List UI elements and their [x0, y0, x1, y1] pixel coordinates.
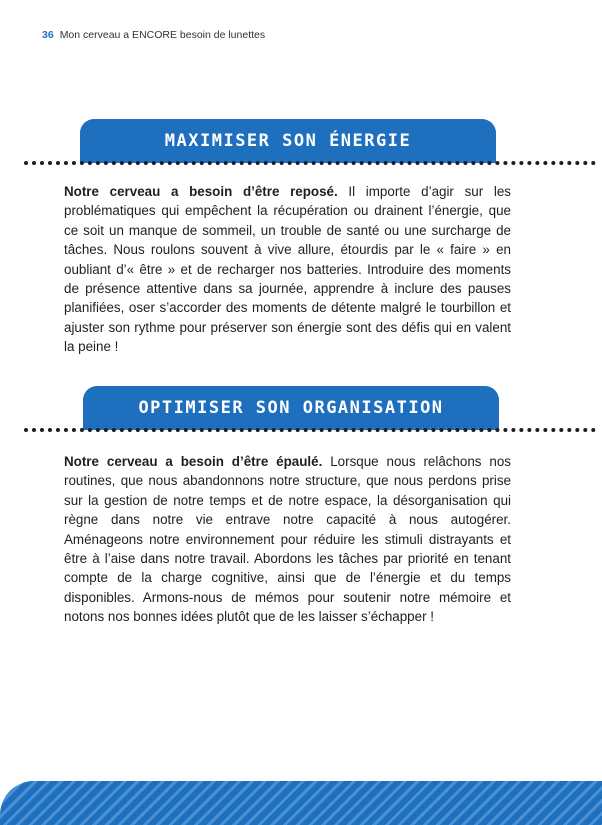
paragraph-body: Il importe d’agir sur les problématiques qui empêchent la récupération ou drainent l’énergie, que ce soit un manque de sommeil, un trouble de santé ou une surcharge de tâches. Nous roulons souvent à vive allure, étourdis par le « faire » en oubliant d’« être » et de recharger nos batteries. Introduire des moments de présence attentive dans sa journée, apprendre à inclure des pauses planifiées, oser s’accorder des moments de détente malgré le tourbillon et ajuster son rythme pour préserver son énergie sont des défis qui en valent la peine !: [64, 184, 511, 355]
footer-band: [0, 781, 602, 825]
section-title-organisation: OPTIMISER SON ORGANISATION: [83, 386, 499, 430]
running-header: [42, 29, 265, 41]
section-title-energie: MAXIMISER SON ÉNERGIE: [80, 119, 496, 163]
book-title: Mon cerveau a ENCORE besoin de lunettes: [59, 29, 266, 41]
section-divider-organisation: [24, 428, 596, 432]
paragraph-body: Lorsque nous relâchons nos routines, que nous abandonnons notre structure, que nous perdons prise sur la gestion de notre temps et de notre espace, la désorganisation qui règne dans notre vie entrave notre capacité à nous autogérer. Aménageons notre environnement pour réduire les stimuli distrayants et être à l’aise dans notre travail. Abordons les tâches par priorité en tenant compte de la charge cognitive, ainsi que de l’énergie et du temps disponibles. Armons-nous de mémos pour soutenir notre mémoire et notons nos bonnes idées plutôt que de les laisser s’échapper !: [64, 454, 511, 625]
section-divider-energie: [24, 161, 596, 165]
paragraph-organisation: [64, 452, 511, 627]
paragraph-lead: Notre cerveau a besoin d’être reposé.: [64, 184, 338, 199]
page-number: 36: [42, 29, 54, 41]
paragraph-lead: Notre cerveau a besoin d’être épaulé.: [64, 454, 323, 469]
paragraph-energie: [64, 182, 511, 357]
